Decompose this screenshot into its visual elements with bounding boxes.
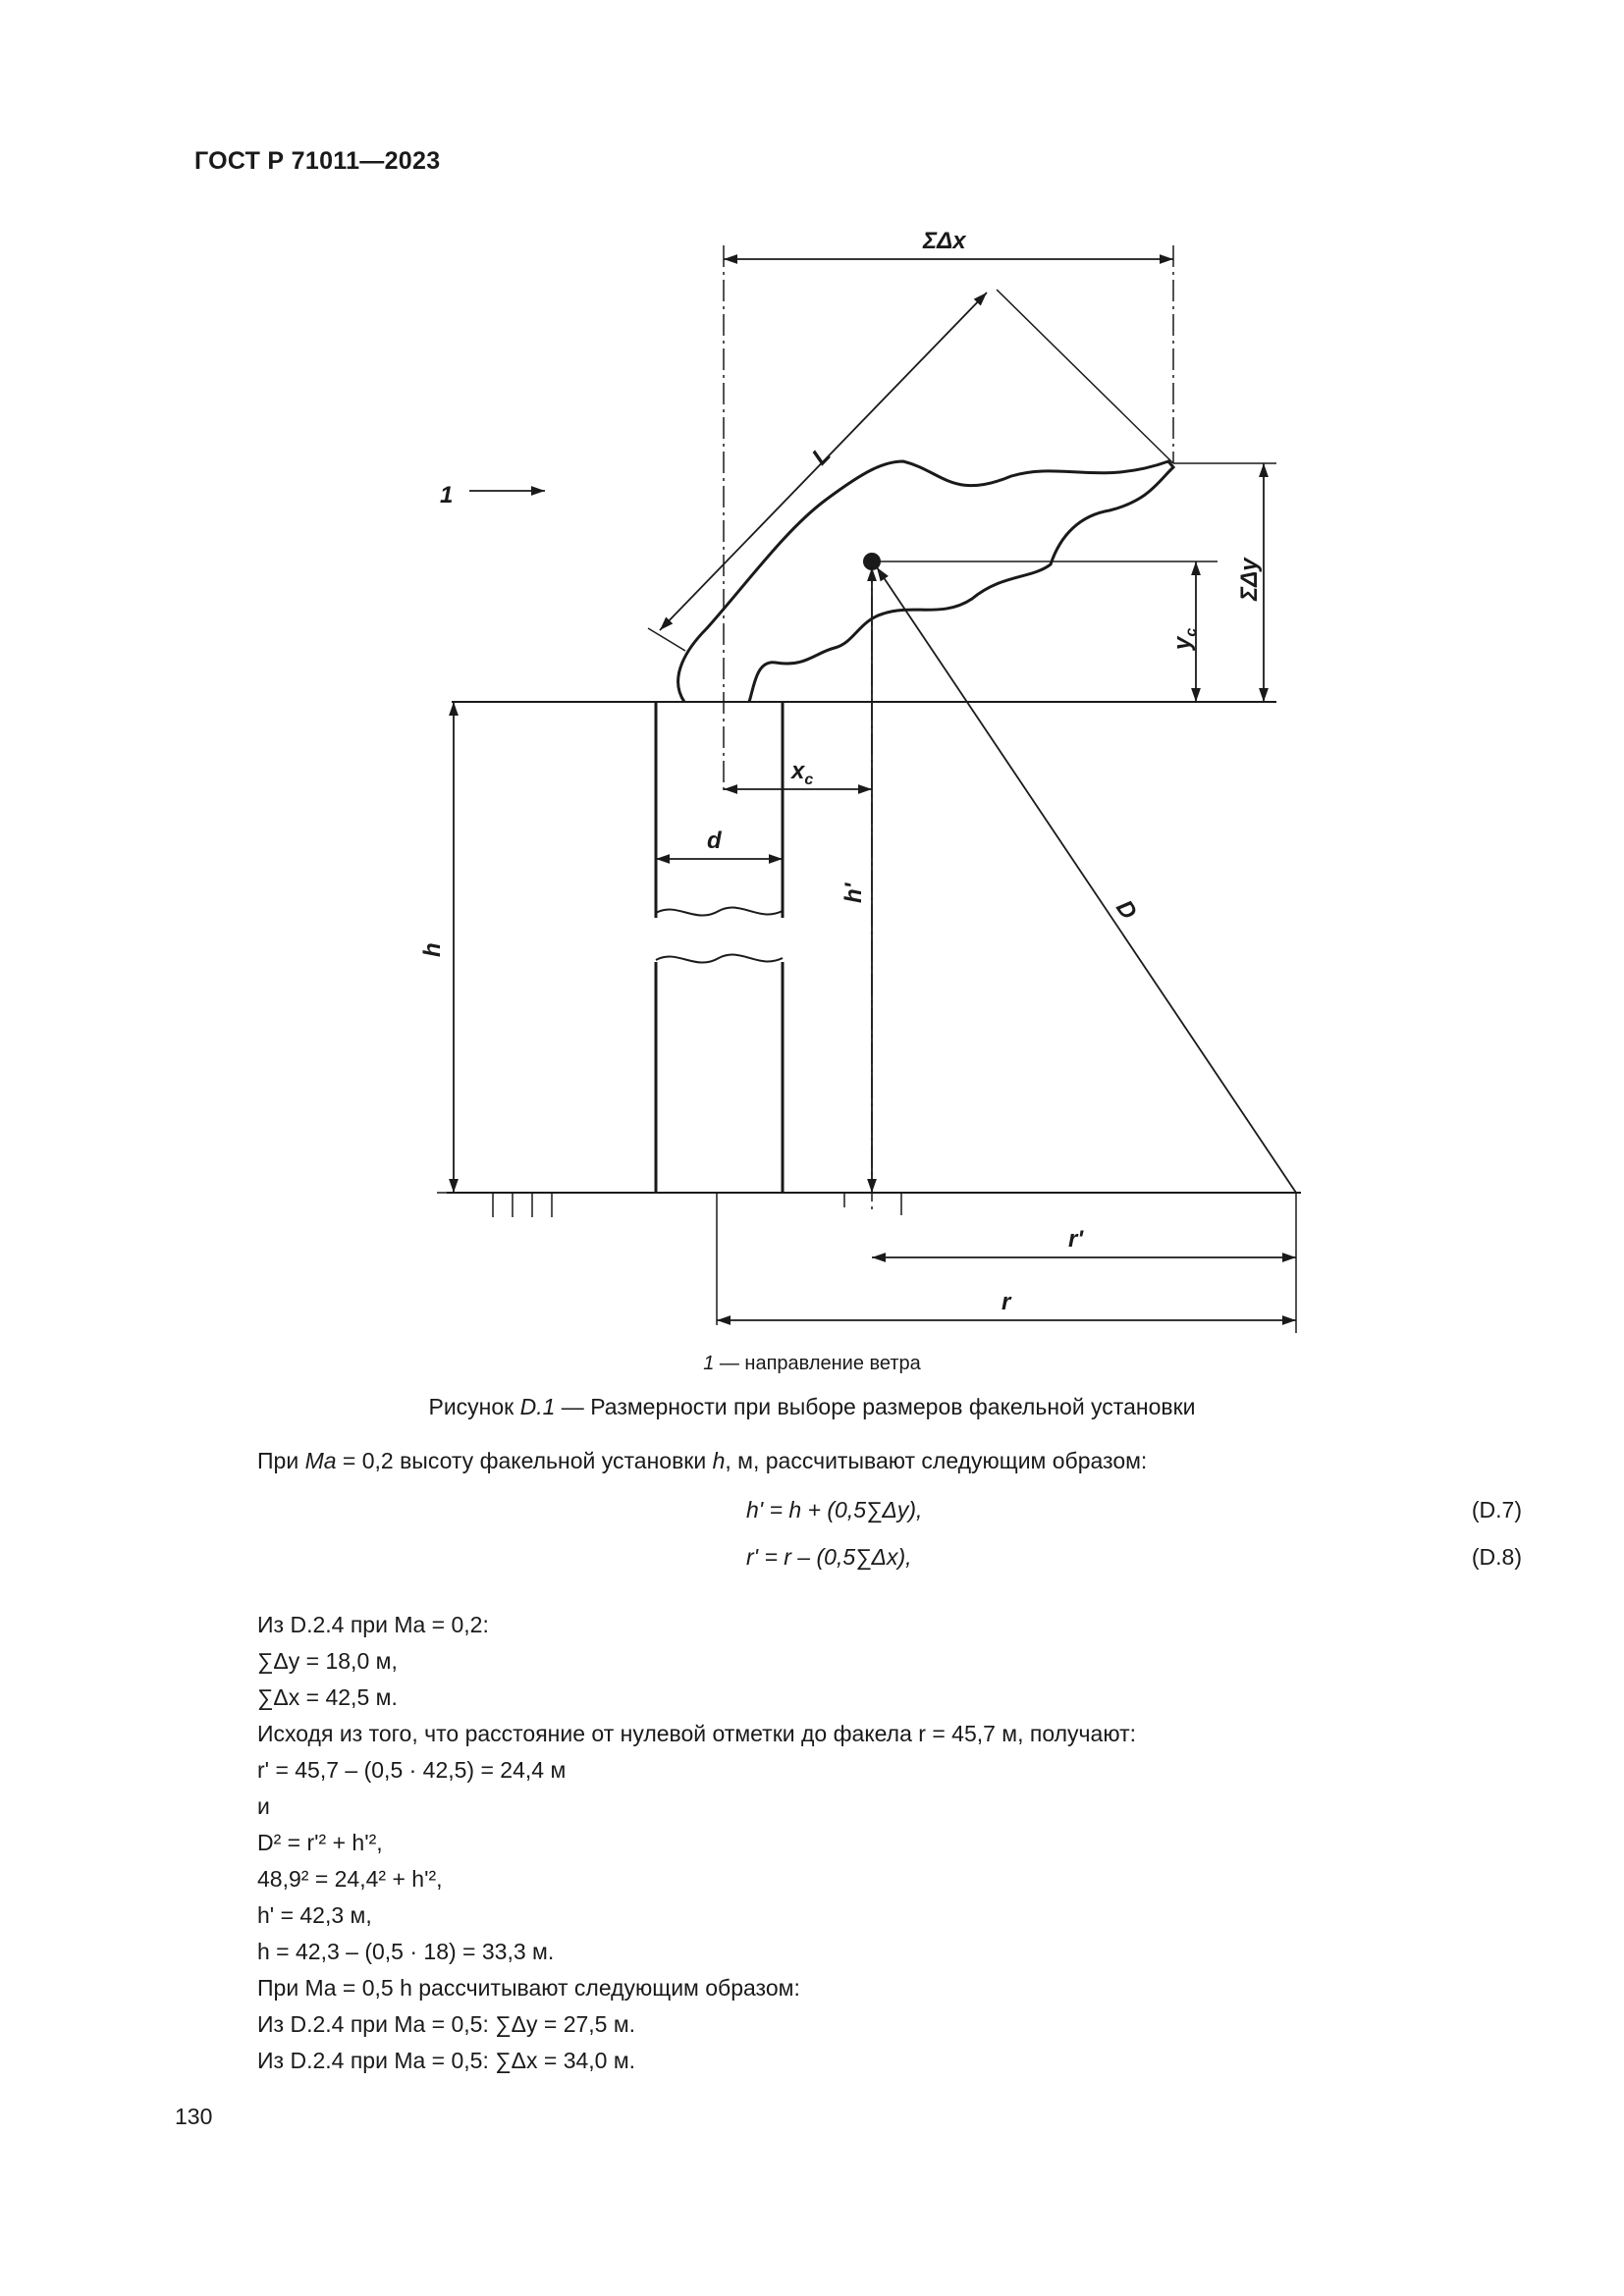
calc-line: ∑Δy = 18,0 м, bbox=[257, 1648, 398, 1674]
calculation-block bbox=[257, 1607, 1136, 2079]
figure-legend bbox=[0, 1353, 1624, 1375]
document-header: ГОСТ Р 71011—2023 bbox=[194, 147, 441, 175]
calc-line: h' = 42,3 м, bbox=[257, 1902, 372, 1928]
sum-dx-label: ΣΔx bbox=[923, 228, 966, 254]
sum-dy-label: ΣΔy bbox=[1236, 558, 1263, 601]
calc-line: Из D.2.4 при Ma = 0,5: ∑Δx = 34,0 м. bbox=[257, 2048, 636, 2073]
calc-line: и bbox=[257, 1793, 270, 1819]
calc-line: h = 42,3 – (0,5 · 18) = 33,3 м. bbox=[257, 1939, 555, 1964]
calc-line: 48,9² = 24,4² + h'², bbox=[257, 1866, 443, 1892]
formula-d7: h' = h + (0,5∑Δy), bbox=[746, 1497, 923, 1522]
equation-number-d7: (D.7) bbox=[1471, 1497, 1522, 1522]
r-prime-label: r' bbox=[1068, 1226, 1084, 1253]
flame-outline bbox=[678, 461, 1173, 702]
calc-line: D² = r'² + h'², bbox=[257, 1830, 383, 1855]
formula-d8: r' = r – (0,5∑Δx), bbox=[746, 1544, 912, 1570]
d-label: d bbox=[707, 828, 722, 854]
wind-callout-number: 1 bbox=[440, 482, 454, 508]
legend-number: 1 bbox=[703, 1353, 715, 1374]
D-line bbox=[877, 567, 1296, 1193]
yc-label: $y_c$ bbox=[1169, 627, 1200, 650]
xc-label: $x_c$ bbox=[791, 758, 814, 788]
D-label: D bbox=[1110, 895, 1143, 925]
calc-line: Из D.2.4 при Ma = 0,2: bbox=[257, 1612, 489, 1637]
page-number: 130 bbox=[175, 2104, 213, 2129]
legend-text: — направление ветра bbox=[714, 1353, 921, 1374]
calc-line: Исходя из того, что расстояние от нулевой отметки до факела r = 45,7 м, получают: bbox=[257, 1721, 1137, 1746]
calc-line: Из D.2.4 при Ma = 0,5: ∑Δy = 27,5 м. bbox=[257, 2011, 636, 2037]
r-label: r bbox=[1001, 1289, 1011, 1315]
calc-line: ∑Δx = 42,5 м. bbox=[257, 1684, 398, 1710]
h-label: h bbox=[419, 942, 446, 957]
h-prime-label: h' bbox=[840, 882, 867, 903]
L-label: L bbox=[806, 441, 837, 471]
intro-paragraph: При Ma = 0,2 высоту факельной установки h, м, рассчитывают следующим образом: bbox=[257, 1448, 1148, 1473]
equation-number-d8: (D.8) bbox=[1471, 1544, 1522, 1570]
figure-caption: Рисунок D.1 — Размерности при выборе размеров факельной установки bbox=[428, 1394, 1196, 1419]
calc-line: r' = 45,7 – (0,5 · 42,5) = 24,4 м bbox=[257, 1757, 567, 1783]
calc-line: При Ma = 0,5 h рассчитывают следующим образом: bbox=[257, 1975, 800, 2001]
stack bbox=[656, 702, 783, 1193]
